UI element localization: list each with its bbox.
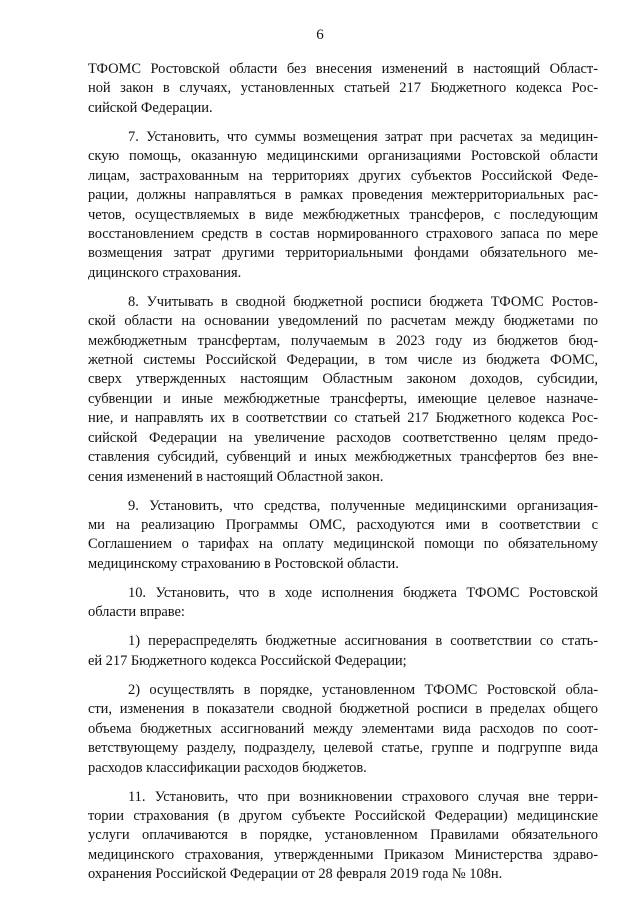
text-line: сти, изменения в показатели сводной бюджетной росписи в пределах общего (88, 701, 598, 718)
text-line: сверх утвержденных настоящим Областным законом доходов, субсидии, (88, 371, 598, 388)
text-line: услуги оплачиваются в порядке, установленном Правилами обязательного (88, 827, 598, 844)
text-line: рации, должны направляться в рамках проведения межтерриториальных рас- (88, 187, 598, 204)
text-line: охранения Российской Федерации от 28 февраля 2019 года № 108н. (88, 866, 503, 883)
text-line: 10. Установить, что в ходе исполнения бюджета ТФОМС Ростовской (128, 584, 598, 601)
text-line: медицинского страхования, утвержденными Приказом Министерства здраво- (88, 846, 598, 863)
text-line: области вправе: (88, 604, 185, 621)
document-body (88, 60, 598, 894)
text-line: скую помощь, оказанную медицинскими организациями Ростовской области (88, 148, 598, 165)
paragraph (88, 681, 598, 778)
page-number: 6 (316, 27, 324, 43)
text-line: жетной системы Российской Федерации, в том числе из бюджета ФОМС, (88, 352, 598, 369)
paragraph (88, 60, 598, 118)
text-line: дицинского страхования. (88, 264, 242, 281)
text-line: ей 217 Бюджетного кодекса Российской Федерации; (88, 652, 407, 669)
text-line: субвенции и иные межбюджетные трансферты, имеющие целевое назначе- (88, 390, 598, 407)
text-line: ной закон в случаях, установленных статьей 217 Бюджетного кодекса Рос- (88, 80, 598, 97)
text-line: ТФОМС Ростовской области без внесения изменений в настоящий Област- (88, 61, 598, 77)
paragraph (88, 293, 598, 487)
text-line: тории страхования (в другом субъекте Российской Федерации) медицинские (88, 808, 598, 825)
text-line: 9. Установить, что средства, полученные медицинскими организация- (128, 497, 598, 514)
text-line: межбюджетным трансфертам, получаемым в 2023 году из бюджетов бюд- (88, 332, 598, 349)
text-line: расходов классификации расходов бюджетов. (88, 759, 367, 776)
text-line: медицинскому страхованию в Ростовской области. (88, 555, 399, 572)
paragraph (88, 584, 598, 623)
text-line: возмещения затрат другими территориальными фондами обязательного ме- (88, 245, 598, 262)
paragraph (88, 632, 598, 671)
paragraph (88, 128, 598, 283)
text-line: ставления субсидий, субвенций и иных межбюджетных трансфертов без вне- (88, 449, 598, 466)
text-line: четов, осуществляемых в виде межбюджетных трансферов, с последующим (88, 206, 598, 223)
text-line: 1) перераспределять бюджетные ассигнования в соответствии со стать- (128, 633, 598, 650)
text-line: объема бюджетных ассигнований между элементами вида расходов по соот- (88, 720, 598, 737)
text-line: 2) осуществлять в порядке, установленном ТФОМС Ростовской обла- (128, 681, 598, 698)
text-line: сийской Федерации на увеличение расходов соответственно целям предо- (88, 429, 598, 446)
text-line: Соглашением о тарифах на оплату медицинской помощи по обязательному (88, 536, 598, 553)
text-line: ние, и направлять их в соответствии со статьей 217 Бюджетного кодекса Рос- (88, 410, 598, 427)
text-line: ской области на основании уведомлений по расчетам между бюджетами по (88, 313, 598, 330)
text-line: 7. Установить, что суммы возмещения затрат при расчетах за медицин- (128, 128, 598, 145)
text-line: 8. Учитывать в сводной бюджетной росписи бюджета ТФОМС Ростов- (128, 293, 598, 310)
text-line: ми на реализацию Программы ОМС, расходуются ими в соответствии с (88, 517, 598, 533)
paragraph (88, 788, 598, 885)
text-line: сения изменений в настоящий Областной закон. (88, 468, 384, 485)
text-line: лицам, застрахованным на территориях других субъектов Российской Феде- (88, 167, 598, 184)
text-line: ветствующему разделу, подразделу, целевой статье, группе и подгруппе вида (88, 740, 598, 757)
text-line: 11. Установить, что при возникновении страхового случая вне терри- (128, 788, 598, 805)
text-line: восстановлением средств в состав нормированного страхового запаса по мере (88, 225, 598, 242)
text-line: сийской Федерации. (88, 99, 213, 116)
paragraph (88, 497, 598, 575)
